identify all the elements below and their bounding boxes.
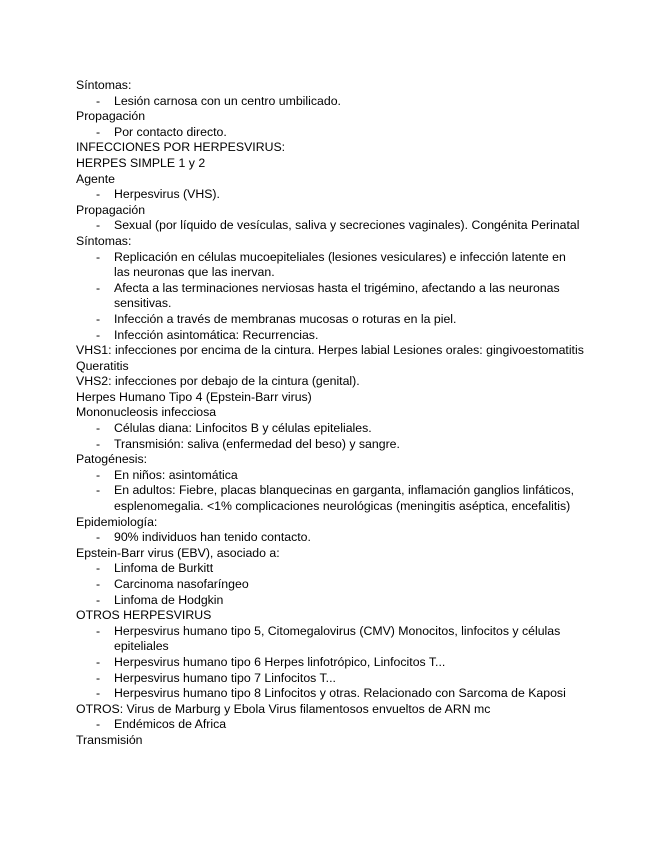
section-heading: OTROS HERPESVIRUS [76, 608, 212, 623]
list-item-text: Por contacto directo. [114, 124, 227, 139]
list-dash: - [96, 187, 101, 202]
paragraph-line: VHS2: infecciones por debajo de la cintura (genital). [76, 374, 360, 389]
list-item-text: Herpesvirus humano tipo 8 Linfocitos y otras. Relacionado con Sarcoma de Kaposi [114, 686, 566, 701]
section-heading: Propagación [76, 109, 146, 124]
list-item [96, 250, 576, 281]
list-item-text: Sexual (por líquido de vesículas, saliva y secreciones vaginales). Congénita Perinatal [114, 218, 580, 233]
section-heading: Epidemiología: [76, 514, 158, 529]
list-dash: - [96, 592, 101, 607]
list-item [96, 94, 576, 110]
paragraph-line: OTROS: Virus de Marburg y Ebola Virus filamentosos envueltos de ARN mc [76, 701, 491, 716]
list-item [96, 187, 576, 203]
list-dash: - [96, 717, 101, 732]
list-dash: - [96, 654, 101, 669]
list-dash: - [96, 93, 101, 108]
list-dash: - [96, 623, 101, 638]
list-dash: - [96, 311, 101, 326]
list-dash: - [96, 686, 101, 701]
list-item-text: Replicación en células mucoepiteliales (lesiones vesiculares) e infección latente en las neuronas que las inervan. [114, 249, 566, 280]
section-heading: Epstein-Barr virus (EBV), asociado a: [76, 545, 280, 560]
section-heading: Propagación [76, 202, 146, 217]
list-item-text: Herpesvirus humano tipo 7 Linfocitos T... [114, 670, 336, 685]
list-item-text: Herpesvirus humano tipo 5, Citomegalovirus (CMV) Monocitos, linfocitos y células epiteliales [114, 623, 561, 654]
list-item [96, 421, 576, 437]
list-item-text: Infección asintomática: Recurrencias. [114, 327, 319, 342]
section-heading: Herpes Humano Tipo 4 (Epstein-Barr virus) [76, 389, 312, 404]
list-item [96, 281, 576, 312]
list-item [96, 717, 576, 733]
list-item [96, 125, 576, 141]
document-body [76, 78, 584, 749]
section-heading: Mononucleosis infecciosa [76, 405, 217, 420]
list-dash: - [96, 327, 101, 342]
paragraph-line: VHS1: infecciones por encima de la cintura. Herpes labial Lesiones orales: gingivoestomatitis [76, 343, 584, 358]
list-item-text: Herpesvirus (VHS). [114, 187, 220, 202]
paragraph-line: Queratitis [76, 358, 129, 373]
list-item-text: Herpesvirus humano tipo 6 Herpes linfotrópico, Linfocitos T... [114, 654, 446, 669]
list-dash: - [96, 436, 101, 451]
list-dash: - [96, 577, 101, 591]
list-item-text: En niños: asintomática [114, 467, 238, 482]
list-item-text: Linfoma de Hodgkin [114, 592, 224, 607]
section-heading: INFECCIONES POR HERPESVIRUS: [76, 140, 286, 155]
list-item [96, 218, 580, 234]
list-item [96, 577, 576, 593]
list-item [96, 686, 576, 702]
list-item-text: Afecta a las terminaciones nerviosas hasta el trigémino, afectando a las neuronas sensitivas. [114, 280, 560, 311]
list-dash: - [96, 124, 101, 139]
list-item-text: Lesión carnosa con un centro umbilicado. [114, 93, 341, 108]
section-heading: Síntomas: [76, 233, 132, 248]
list-dash: - [96, 670, 101, 685]
list-item [96, 483, 576, 514]
list-item [96, 468, 576, 484]
list-dash: - [96, 467, 101, 482]
list-item-text: Endémicos de Africa [114, 717, 227, 732]
list-item-text: Carcinoma nasofaríngeo [114, 577, 249, 591]
list-dash: - [96, 280, 101, 295]
list-item [96, 624, 576, 655]
list-item [96, 437, 576, 453]
list-item-text: 90% individuos han tenido contacto. [114, 530, 311, 545]
list-item-text: Células diana: Linfocitos B y células epiteliales. [114, 421, 372, 436]
list-dash: - [96, 218, 101, 233]
list-item-text: Infección a través de membranas mucosas o roturas en la piel. [114, 311, 457, 326]
list-dash: - [96, 249, 101, 264]
section-heading: Agente [76, 171, 115, 186]
list-item [96, 561, 576, 577]
list-item [96, 328, 576, 344]
list-item [96, 593, 576, 609]
list-item [96, 671, 576, 687]
list-item-text: Transmisión: saliva (enfermedad del beso) y sangre. [114, 436, 400, 451]
list-dash: - [96, 561, 101, 576]
list-item [96, 655, 576, 671]
list-dash: - [96, 530, 101, 545]
section-heading: Síntomas: [76, 78, 132, 92]
list-item-text: En adultos: Fiebre, placas blanquecinas en garganta, inflamación ganglios linfáticos, esplenomegalia. <1% complicaciones neurológicas (meningitis aséptica, encefalitis) [114, 483, 575, 514]
section-heading: HERPES SIMPLE 1 y 2 [76, 155, 206, 170]
section-heading: Patogénesis: [76, 452, 148, 467]
list-item [96, 530, 576, 546]
section-heading: Transmisión [76, 732, 143, 747]
list-item-text: Linfoma de Burkitt [114, 561, 214, 576]
list-dash: - [96, 483, 101, 498]
list-item [96, 312, 576, 328]
list-dash: - [96, 421, 101, 436]
